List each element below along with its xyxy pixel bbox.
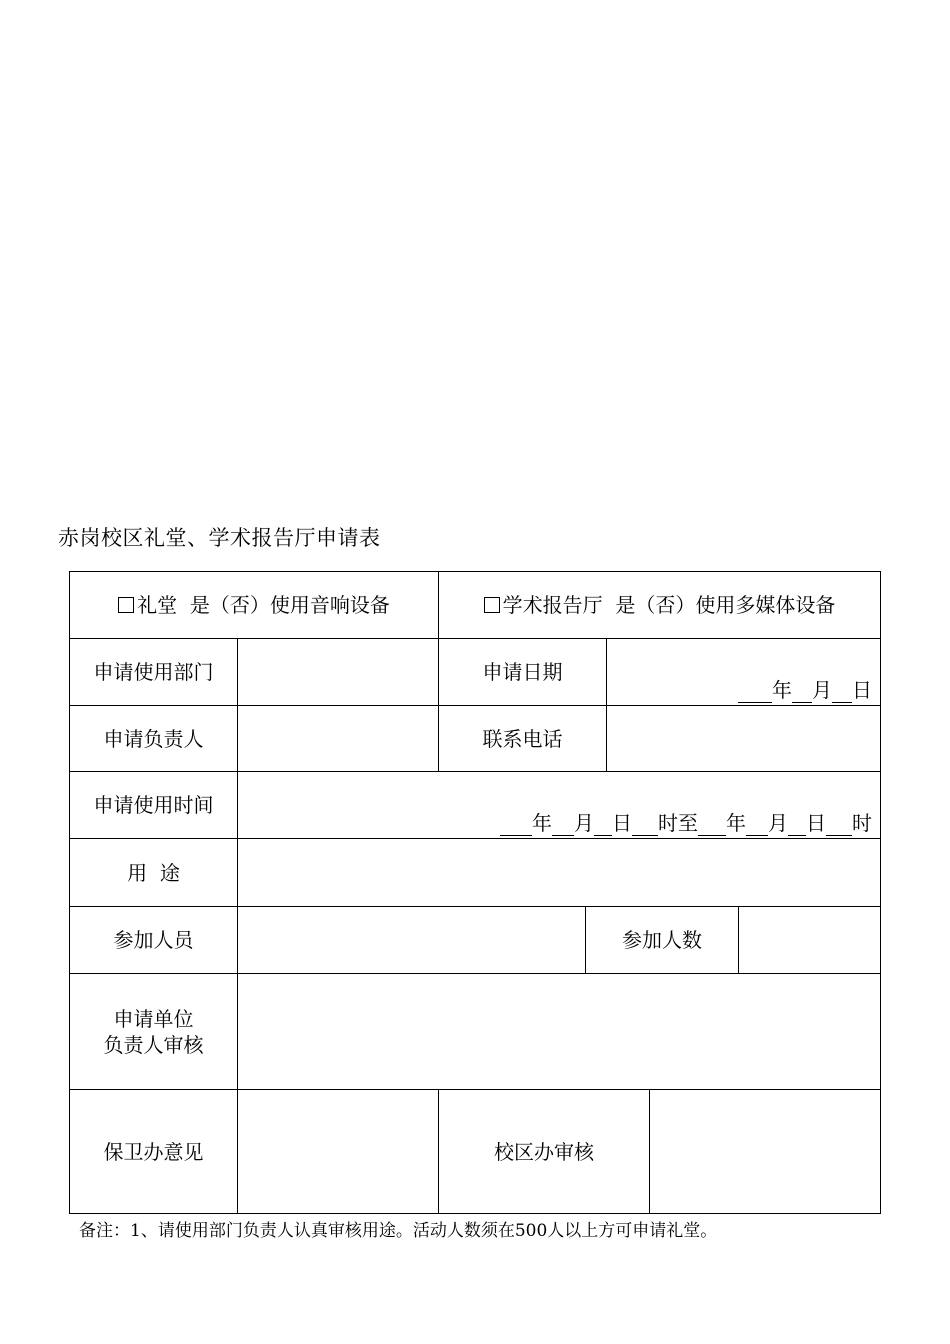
- person-field[interactable]: [238, 706, 438, 771]
- start-day-blank[interactable]: [594, 815, 612, 836]
- lecture-hall-option[interactable]: [439, 572, 880, 638]
- unit-review-field[interactable]: [238, 974, 880, 1089]
- end-year-blank[interactable]: [698, 815, 726, 836]
- footnote: 备注：1、请使用部门负责人认真审核用途。活动人数须在500人以上方可申请礼堂。: [79, 1221, 718, 1241]
- purpose-label: 用 途: [127, 860, 180, 885]
- phone-field[interactable]: [607, 706, 880, 771]
- auditorium-option[interactable]: [70, 572, 438, 638]
- lecture-hall-option-label: 学术报告厅 是（否）使用多媒体设备: [502, 593, 836, 617]
- year-blank[interactable]: [738, 682, 772, 703]
- start-month-label: 月: [574, 811, 594, 835]
- security-field[interactable]: [238, 1090, 438, 1213]
- end-year-label: 年: [726, 811, 746, 835]
- start-hour-blank[interactable]: [632, 815, 658, 836]
- phone-label: 联系电话: [482, 726, 563, 751]
- security-label: 保卫办意见: [103, 1139, 204, 1164]
- purpose-field[interactable]: [238, 839, 880, 906]
- end-month-label: 月: [768, 811, 788, 835]
- participants-label: 参加人员: [113, 928, 194, 952]
- date-field[interactable]: [607, 639, 872, 705]
- date-label: 申请日期: [482, 660, 563, 684]
- campus-review-field[interactable]: [650, 1090, 880, 1213]
- time-field[interactable]: [238, 772, 872, 838]
- person-label: 申请负责人: [103, 726, 204, 751]
- count-label: 参加人数: [622, 928, 702, 952]
- month-label: 月: [812, 678, 832, 702]
- participants-field[interactable]: [238, 907, 585, 973]
- end-day-blank[interactable]: [788, 815, 806, 836]
- start-year-label: 年: [532, 811, 552, 835]
- campus-review-label: 校区办审核: [494, 1139, 594, 1164]
- auditorium-option-label: 礼堂 是（否）使用音响设备: [137, 593, 390, 617]
- dept-label: 申请使用部门: [93, 660, 214, 684]
- day-blank[interactable]: [832, 682, 852, 703]
- end-month-blank[interactable]: [746, 815, 768, 836]
- day-label: 日: [852, 678, 872, 702]
- auditorium-checkbox[interactable]: [118, 597, 134, 613]
- dept-field[interactable]: [238, 639, 438, 705]
- table-border-right: [880, 571, 881, 1214]
- month-blank[interactable]: [792, 682, 812, 703]
- end-hour-blank[interactable]: [826, 815, 852, 836]
- form-title: 赤岗校区礼堂、学术报告厅申请表: [58, 526, 381, 550]
- lecture-hall-checkbox[interactable]: [484, 597, 500, 613]
- start-year-blank[interactable]: [500, 815, 532, 836]
- year-label: 年: [772, 678, 792, 702]
- unit-review-label-line2: 负责人审核: [103, 1032, 204, 1057]
- unit-review-label-line1: 申请单位: [113, 1006, 194, 1031]
- start-hour-label: 时至: [658, 811, 698, 835]
- time-label: 申请使用时间: [93, 793, 214, 817]
- unit-review-label: [70, 974, 237, 1089]
- table-border-bottom: [69, 1213, 881, 1214]
- start-month-blank[interactable]: [552, 815, 574, 836]
- end-hour-label: 时: [852, 811, 872, 835]
- end-day-label: 日: [806, 811, 826, 835]
- start-day-label: 日: [612, 811, 632, 835]
- count-field[interactable]: [739, 907, 880, 973]
